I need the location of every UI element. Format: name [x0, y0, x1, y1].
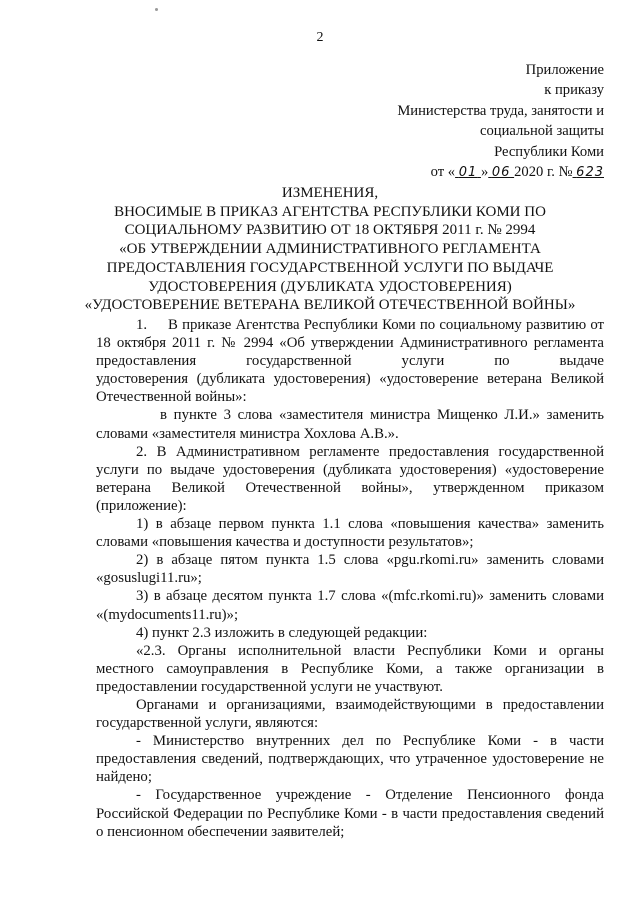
paragraph-6: 3) в абзаце десятом пункта 1.7 слова «(mfc.rkomi.ru)» заменить словами «(mydocuments11.ru)»;	[96, 588, 604, 623]
document-body	[96, 316, 604, 841]
paragraph-7: 4) пункт 2.3 изложить в следующей редакции:	[136, 624, 428, 641]
appendix-line-5: Республики Коми	[494, 143, 604, 160]
appendix-header	[397, 60, 604, 183]
paragraph-1a: 1. В приказе Агентства Республики Коми по социальному развитию от 18 октября 2011 г. № 2994 «Об утверждении Административного регламента предоставления государственной услуги по выдаче	[96, 317, 604, 370]
paragraph-2: в пункте 3 слова «заместителя министра Мищенко Л.И.» заменить словами «заместителя министра Хохлова А.В.».	[96, 407, 604, 442]
handwritten-order-number: 623	[576, 165, 604, 181]
page-number: 2	[316, 30, 324, 45]
date-prefix: от «	[430, 164, 456, 181]
paragraph-4: 1) в абзаце первом пункта 1.1 слова «повышения качества» заменить словами «повышения качества и доступности результатов»;	[96, 516, 604, 551]
title-line-4: «ОБ УТВЕРЖДЕНИИ АДМИНИСТРАТИВНОГО РЕГЛАМЕНТА	[119, 241, 541, 258]
year-and-number-label: 2020 г. №	[514, 164, 573, 181]
handwritten-day: 01	[458, 165, 478, 181]
paragraph-1b: удостоверения (дубликата удостоверения) «удостоверение ветерана Великой Отечественной войны»:	[96, 371, 604, 406]
title-line-5: ПРЕДОСТАВЛЕНИЯ ГОСУДАРСТВЕННОЙ УСЛУГИ ПО ВЫДАЧЕ	[106, 259, 554, 276]
appendix-line-4: социальной защиты	[480, 123, 604, 140]
paragraph-3: 2. В Административном регламенте предоставления государственной услуги по выдаче удостоверения (дубликата удостоверения) «удостоверение ветерана Великой Отечественной войны», утвержденном приказом (приложение):	[96, 443, 604, 514]
paragraph-9: Органами и организациями, взаимодействующими в предоставлении государственной услуги, являются:	[96, 696, 604, 732]
document-title	[60, 184, 600, 315]
scan-speck	[155, 8, 158, 11]
title-line-3: СОЦИАЛЬНОМУ РАЗВИТИЮ ОТ 18 ОКТЯБРЯ 2011 г. № 2994	[124, 222, 536, 239]
title-line-1: ИЗМЕНЕНИЯ,	[281, 185, 379, 201]
paragraph-8: «2.3. Органы исполнительной власти Республики Коми и органы местного самоуправления в Республике Коми, а также организации в предоставлении государственной услуги не участвуют.	[96, 642, 604, 695]
title-line-7: «УДОСТОВЕРЕНИЕ ВЕТЕРАНА ВЕЛИКОЙ ОТЕЧЕСТВЕННОЙ ВОЙНЫ»	[84, 297, 576, 314]
paragraph-5: 2) в абзаце пятом пункта 1.5 слова «pgu.rkomi.ru» заменить словами «gosuslugi11.ru»;	[96, 552, 604, 587]
appendix-line-3: Министерства труда, занятости и	[397, 102, 604, 119]
paragraph-10: - Министерство внутренних дел по Республике Коми - в части предоставления сведений, подтверждающих, что утраченное удостоверение не найдено;	[96, 733, 604, 786]
appendix-line-2: к приказу	[544, 82, 604, 99]
title-line-6: УДОСТОВЕРЕНИЯ (ДУБЛИКАТА УДОСТОВЕРЕНИЯ)	[148, 278, 512, 295]
handwritten-month: 06	[491, 165, 511, 181]
appendix-date-line	[397, 162, 604, 183]
appendix-line-1: Приложение	[525, 62, 604, 78]
paragraph-11: - Государственное учреждение - Отделение Пенсионного фонда Российской Федерации по Республике Коми - в части предоставления сведений о пенсионном обеспечении заявителей;	[96, 787, 604, 840]
date-sep: »	[480, 164, 489, 181]
title-line-2: ВНОСИМЫЕ В ПРИКАЗ АГЕНТСТВА РЕСПУБЛИКИ КОМИ ПО	[114, 203, 546, 220]
